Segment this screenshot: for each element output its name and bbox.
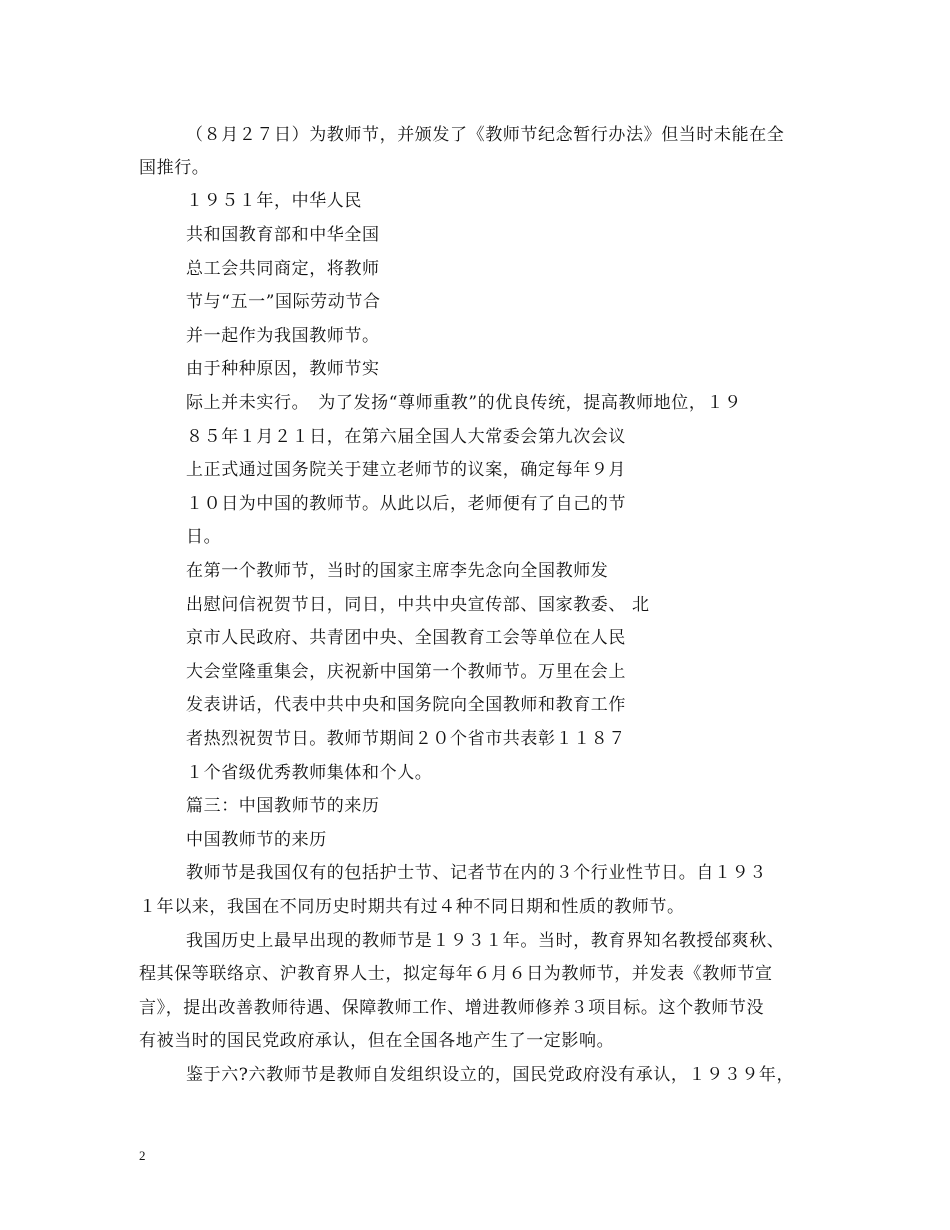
- text-line: １个省级优秀教师集体和个人。: [186, 763, 433, 783]
- article-title: 中国教师节的来历: [186, 830, 327, 850]
- text-line: 在第一个教师节，当时的国家主席李先念向全国教师发: [186, 561, 609, 581]
- text-line: 大会堂隆重集会，庆祝新中国第一个教师节。万里在会上: [186, 662, 626, 682]
- text-line: 日。: [186, 527, 222, 547]
- page-number: 2: [139, 1148, 146, 1163]
- text-line: 国推行。: [139, 158, 210, 178]
- text-line: 出慰问信祝贺节日，同日，中共中央宣传部、国家教委、 北: [186, 595, 650, 615]
- text-line: １０日为中国的教师节。从此以后，老师便有了自己的节: [186, 494, 626, 514]
- text-line: 际上并未实行。 为了发扬“尊师重教”的优良传统，提高教师地位，１９: [186, 393, 742, 413]
- text-line: 我国历史上最早出现的教师节是１９３１年。当时，教育界知名教授邰爽秋、: [186, 931, 785, 951]
- text-line: 由于种种原因，教师节实: [186, 359, 380, 379]
- text-line: 总工会共同商定，将教师: [186, 259, 380, 279]
- text-line: 节与“五一”国际劳动节合: [186, 292, 381, 312]
- text-line: 共和国教育部和中华全国: [186, 225, 380, 245]
- text-line: （８月２７日）为教师节，并颁发了《教师节纪念暂行办法》但当时未能在全: [186, 125, 785, 145]
- text-line: １年以来，我国在不同历史时期共有过４种不同日期和性质的教师节。: [139, 897, 685, 917]
- text-line: 京市人民政府、共青团中央、全国教育工会等单位在人民: [186, 628, 626, 648]
- text-line: 发表讲话，代表中共中央和国务院向全国教师和教育工作: [186, 695, 626, 715]
- text-line: 言》，提出改善教师待遇、保障教师工作、增进教师修养３项目标。这个教师节没: [139, 998, 765, 1018]
- text-line: 教师节是我国仅有的包括护士节、记者节在内的３个行业性节日。自１９３: [186, 863, 767, 883]
- text-line: 上正式通过国务院关于建立老师节的议案，确定每年９月: [186, 460, 626, 480]
- text-line: 鉴于六?六教师节是教师自发组织设立的，国民党政府没有承认，１９３９年，: [186, 1065, 795, 1085]
- text-line: ８５年１月２１日，在第六届全国人大常委会第九次会议: [186, 427, 626, 447]
- text-line: 程其保等联络京、沪教育界人士，拟定每年６月６日为教师节，并发表《教师节宣: [139, 964, 773, 984]
- text-line: １９５１年，中华人民: [186, 191, 362, 211]
- text-line: 者热烈祝贺节日。教师节期间２０个省市共表彰１１８７: [186, 729, 626, 749]
- text-line: 有被当时的国民党政府承认，但在全国各地产生了一定影响。: [139, 1031, 615, 1051]
- text-line: 并一起作为我国教师节。: [186, 326, 380, 346]
- section-heading: 篇三：中国教师节的来历: [186, 796, 380, 816]
